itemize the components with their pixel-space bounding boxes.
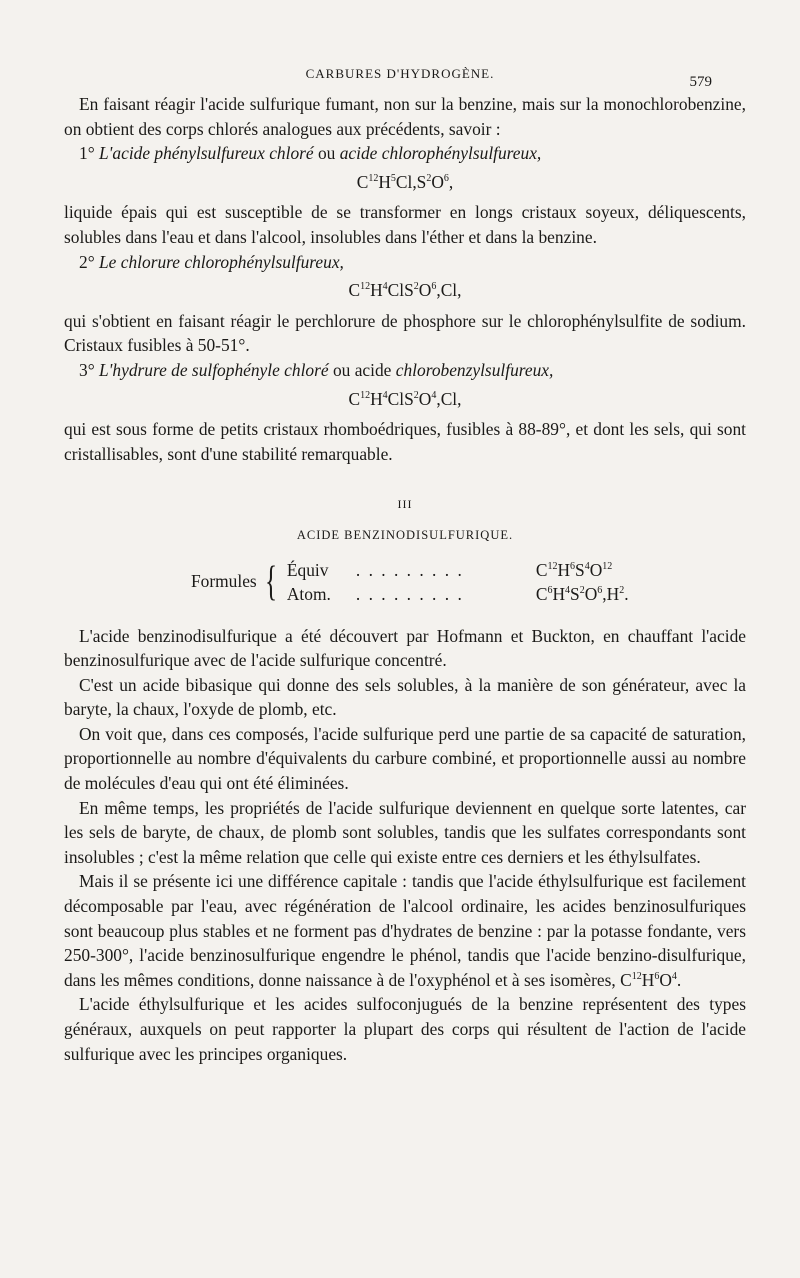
atom-formula: $C^6H^4S^2O^6,H^2$. [535,583,629,604]
page-body [64,92,746,1066]
section-number: III [397,497,413,512]
item2-heading: 2° Le chlorure chlorophénylsulfureux, [79,251,344,272]
paragraph-1: L'acide benzinodisulfurique a été découvert par Hofmann et Buckton, en chauffant l'acide benzinosulfurique avec de l'acide sulfurique concentré. [64,625,746,671]
page-number: 579 [689,74,712,90]
page-header [0,64,800,88]
paragraph-4: En même temps, les propriétés de l'acide sulfurique deviennent en quelque sorte latentes, car les sels de baryte, de chaux, de plomb sont solubles, tandis que les sulfates correspondants sont insolubles ; c'est la même relation que celle qui existe entre ces derniers et les éthylsulfates. [64,797,746,867]
formulas-label: Formules [191,571,257,592]
item3-heading: 3° L'hydrure de sulfophényle chloré ou acide chlorobenzylsulfureux, [79,359,554,380]
item1-formula: $C^{12}H^5Cl,S^2O^6$, [356,171,454,192]
paragraph-5: Mais il se présente ici une différence capitale : tandis que l'acide éthylsulfurique est facilement décomposable par l'eau, avec régénération de l'alcool ordinaire, les acides benzinosulfuriques sont beaucoup plus stables et ne forment pas d'hydrates de benzine : par la potasse fondante, vers 250-300°, l'acide benzinosulfurique engendre le phénol, tandis que l'acide benzino-disulfurique, dans les mêmes conditions, donne naissance à de l'oxyphénol et à ses isomères, $C^{12}H^6O^4$. [64,871,746,990]
item3-text: qui est sous forme de petits cristaux rhomboédriques, fusibles à 88-89°, et dont les sels, qui sont cristallisables, sont d'une stabilité remarquable. [64,419,746,464]
item2-text: qui s'obtient en faisant réagir le perchlorure de phosphore sur le chlorophénylsulfite de sodium. Cristaux fusibles à 50-51°. [64,310,746,356]
item1-heading: 1° L'acide phénylsulfureux chloré ou acide chlorophénylsulfureux, [79,143,542,164]
item1-text: liquide épais qui est susceptible de se transformer en longs cristaux soyeux, déliquescents, solubles dans l'eau et dans l'alcool, insolubles dans l'éther et dans la benzine. [64,202,746,247]
atom-row: Atom. . . . . . . . . . $C^6H^4S^2O^6,H^2$. [286,583,629,604]
formulas-rows [287,558,629,606]
intro-paragraph: En faisant réagir l'acide sulfurique fumant, non sur la benzine, mais sur la monochlorobenzine, on obtient des corps chlorés analogues aux précédents, savoir : [64,94,746,139]
item3-formula: $C^{12}H^4ClS^2O^4,Cl$, [348,388,462,409]
brace-symbol: { [264,558,277,605]
equiv-formula: $C^{12}H^6S^4O^{12}$ [535,559,613,580]
equiv-row: Équiv . . . . . . . . . $C^{12}H^6S^4O^{12}$ [286,559,613,580]
paragraph-2: C'est un acide bibasique qui donne des sels solubles, à la manière de son générateur, avec la baryte, la chaux, l'oxyde de plomb, etc. [64,674,746,720]
formulas-block [191,558,746,606]
section-title: ACIDE BENZINODISULFURIQUE. [296,527,514,542]
paragraph-6: L'acide éthylsulfurique et les acides sulfoconjugués de la benzine représentent des types généraux, auxquels on peut rapporter la plupart des corps qui résultent de l'action de l'acide sulfurique avec les principes organiques. [64,994,746,1064]
item2-formula: $C^{12}H^4ClS^2O^6,Cl$, [348,280,462,301]
running-head: CARBURES D'HYDROGÈNE. [305,66,495,81]
paragraph-3: On voit que, dans ces composés, l'acide sulfurique perd une partie de sa capacité de saturation, proportionnelle au nombre d'équivalents du carbure combiné, et proportionnelle aussi au nombre de molécules d'eau qui ont été éliminées. [64,723,746,794]
oxyphenol-formula: $C^{12}H^6O^4$. [620,969,682,990]
